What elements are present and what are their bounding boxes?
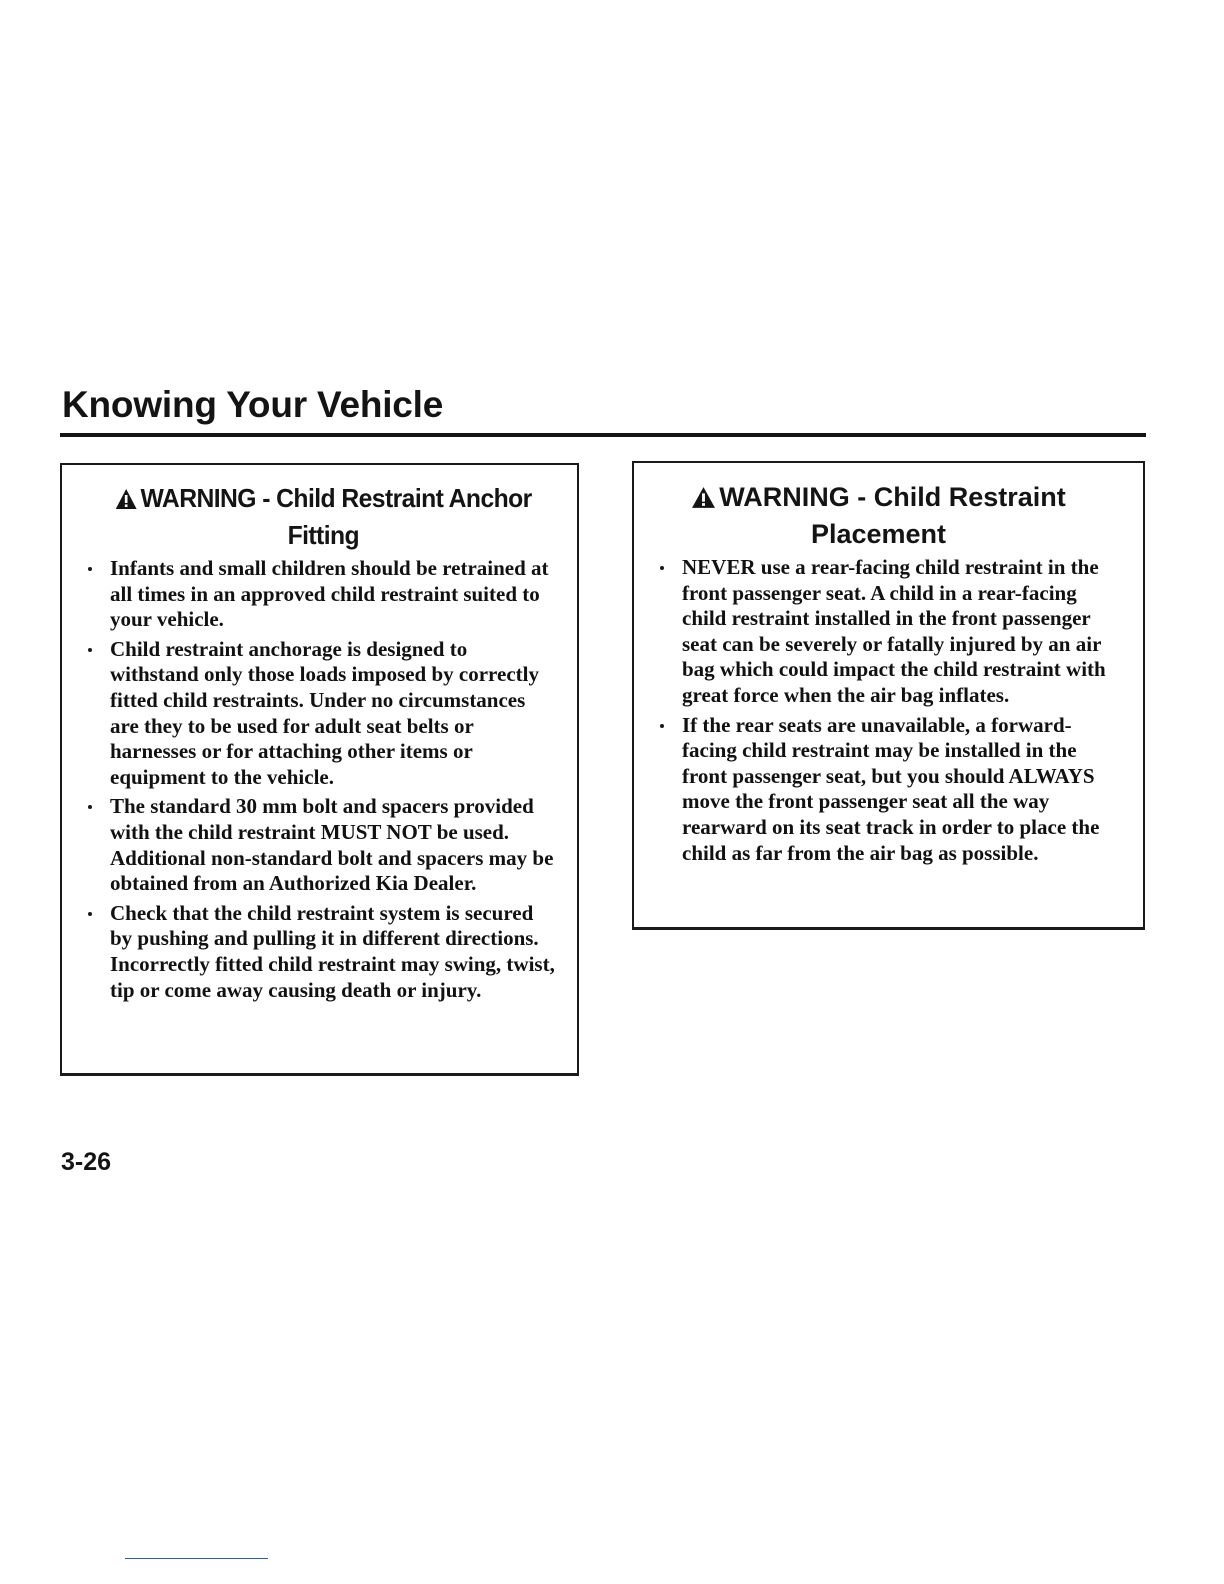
warning-heading	[75, 465, 564, 552]
bullet-icon	[88, 805, 92, 809]
title-divider	[60, 433, 1146, 437]
section-title: Knowing Your Vehicle	[62, 384, 444, 425]
list-item	[62, 637, 577, 791]
warning-heading-line1: WARNING - Child Restraint Anchor	[140, 483, 532, 513]
list-item	[62, 794, 577, 896]
page-number: 3-26	[61, 1148, 112, 1176]
warning-triangle-icon	[691, 483, 716, 517]
warning-box-anchor-fitting	[60, 463, 579, 1076]
list-item	[62, 901, 577, 1003]
bullet-icon	[88, 912, 92, 916]
warning-heading-line2: Placement	[810, 519, 947, 549]
list-item	[634, 555, 1143, 709]
bullet-text: If the rear seats are unavailable, a forward-facing child restraint may be installed in the front passenger seat, but you should ALWAYS move the front passenger seat all the way rearward on its seat track in order to place the child as far from the air bag as possible.	[682, 712, 1100, 865]
warning-bullet-list	[634, 555, 1143, 866]
bullet-icon	[660, 566, 664, 570]
bullet-icon	[88, 648, 92, 652]
bullet-text: Child restraint anchorage is designed to withstand only those loads imposed by correctly fitted child restraints. Under no circumstances are they to be used for adult seat belts or harnesses or for attaching other items or equipment to the vehicle.	[110, 636, 539, 789]
bullet-text: Check that the child restraint system is secured by pushing and pulling it in different directions. Incorrectly fitted child restraint may swing, twist, tip or come away causing death or injury.	[110, 900, 555, 1002]
bullet-icon	[88, 567, 92, 571]
list-item	[634, 713, 1143, 867]
footer-rule	[125, 1558, 268, 1559]
warning-heading-line1: WARNING - Child Restraint	[719, 482, 1066, 512]
list-item	[62, 556, 577, 633]
warning-triangle-icon	[115, 484, 138, 518]
warning-heading-line2: Fitting	[287, 520, 360, 550]
bullet-text: Infants and small children should be retrained at all times in an approved child restraint suited to your vehicle.	[110, 556, 549, 632]
bullet-text: The standard 30 mm bolt and spacers provided with the child restraint MUST NOT be used. Additional non-standard bolt and spacers may be obtained from an Authorized Kia Dealer.	[110, 794, 554, 896]
warning-bullet-list	[62, 556, 577, 1003]
warning-heading	[634, 463, 1143, 551]
bullet-icon	[660, 724, 664, 728]
warning-box-placement	[632, 461, 1145, 930]
bullet-text: NEVER use a rear-facing child restraint in the front passenger seat. A child in a rear-facing child restraint installed in the front passenger seat can be severely or fatally injured by an air bag which could impact the child restraint with great force when the air bag inflates.	[682, 555, 1106, 707]
